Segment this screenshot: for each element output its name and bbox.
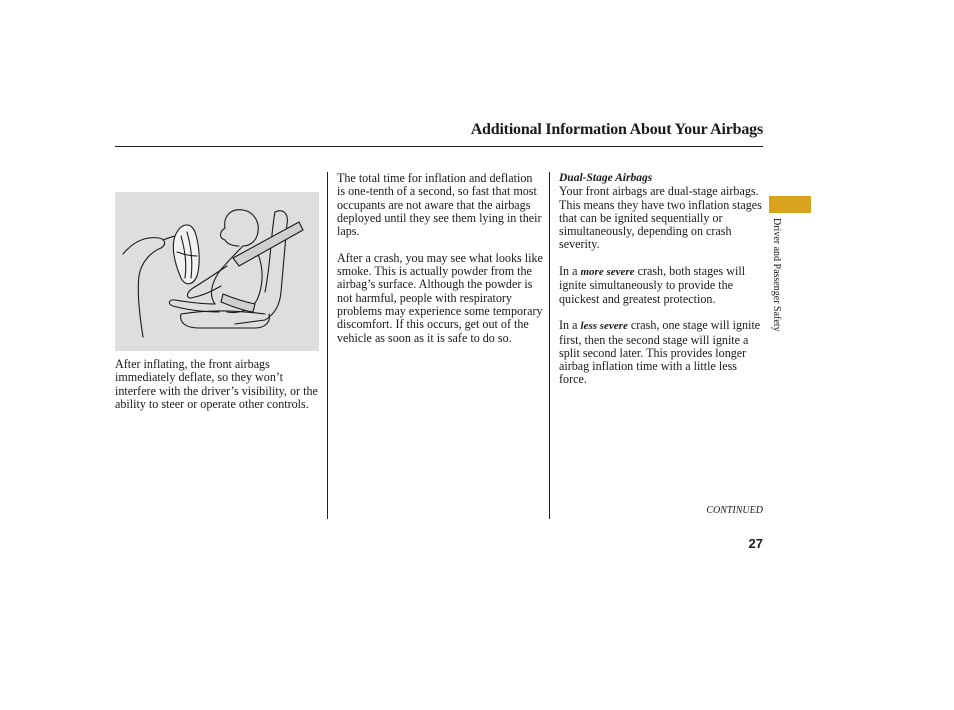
continued-label: CONTINUED	[706, 505, 763, 516]
section-side-label: Driver and Passenger Safety	[771, 218, 782, 332]
title-divider	[115, 146, 763, 147]
emphasis-more-severe: more severe	[580, 266, 635, 279]
paragraph-dual-stage: Your front airbags are dual-stage airbags. This means they have two inflation stages that can be ignited sequentially or simultaneously, depending on crash severity.	[559, 184, 762, 252]
p2-rest: crash, both stages will ignite simultaneously to provide the quickest and greatest protection.	[559, 264, 746, 306]
column-1	[115, 358, 320, 424]
p3-prefix: In a	[559, 318, 581, 333]
column-3	[559, 172, 765, 400]
paragraph-inflation-time: The total time for inflation and deflation is one-tenth of a second, so fast that most occupants are not aware that the airbags deployed until they see them lying in their laps.	[337, 171, 542, 239]
airbag-illustration	[115, 192, 319, 351]
paragraph-more-severe	[559, 265, 765, 306]
column-divider-1	[327, 172, 328, 519]
section-tab-marker	[769, 196, 811, 213]
column-2	[337, 172, 543, 358]
p3-rest: crash, one stage will ignite first, then the second stage will ignite a split second later. This provides longer airbag inflation time with a little less force.	[559, 318, 761, 387]
paragraph-smoke-powder: After a crash, you may see what looks like smoke. This is actually powder from the airbag’s surface. Although the powder is not harmful, people with respiratory problems may experience some temporary discomfort. If this occurs, get out of the vehicle as soon as it is safe to do so.	[337, 250, 543, 345]
p2-prefix: In a	[559, 264, 581, 279]
paragraph-less-severe	[559, 319, 765, 386]
page-title: Additional Information About Your Airbags	[470, 121, 763, 138]
emphasis-less-severe: less severe	[580, 320, 628, 333]
airbag-deploying-icon	[115, 192, 319, 351]
subhead-dual-stage: Dual-Stage Airbags	[559, 172, 653, 184]
column-divider-2	[549, 172, 550, 519]
page-number: 27	[748, 536, 763, 551]
paragraph-airbags-deflate: After inflating, the front airbags immediately deflate, so they won’t interfere with the driver’s visibility, or the ability to steer or operate other controls.	[115, 357, 318, 411]
